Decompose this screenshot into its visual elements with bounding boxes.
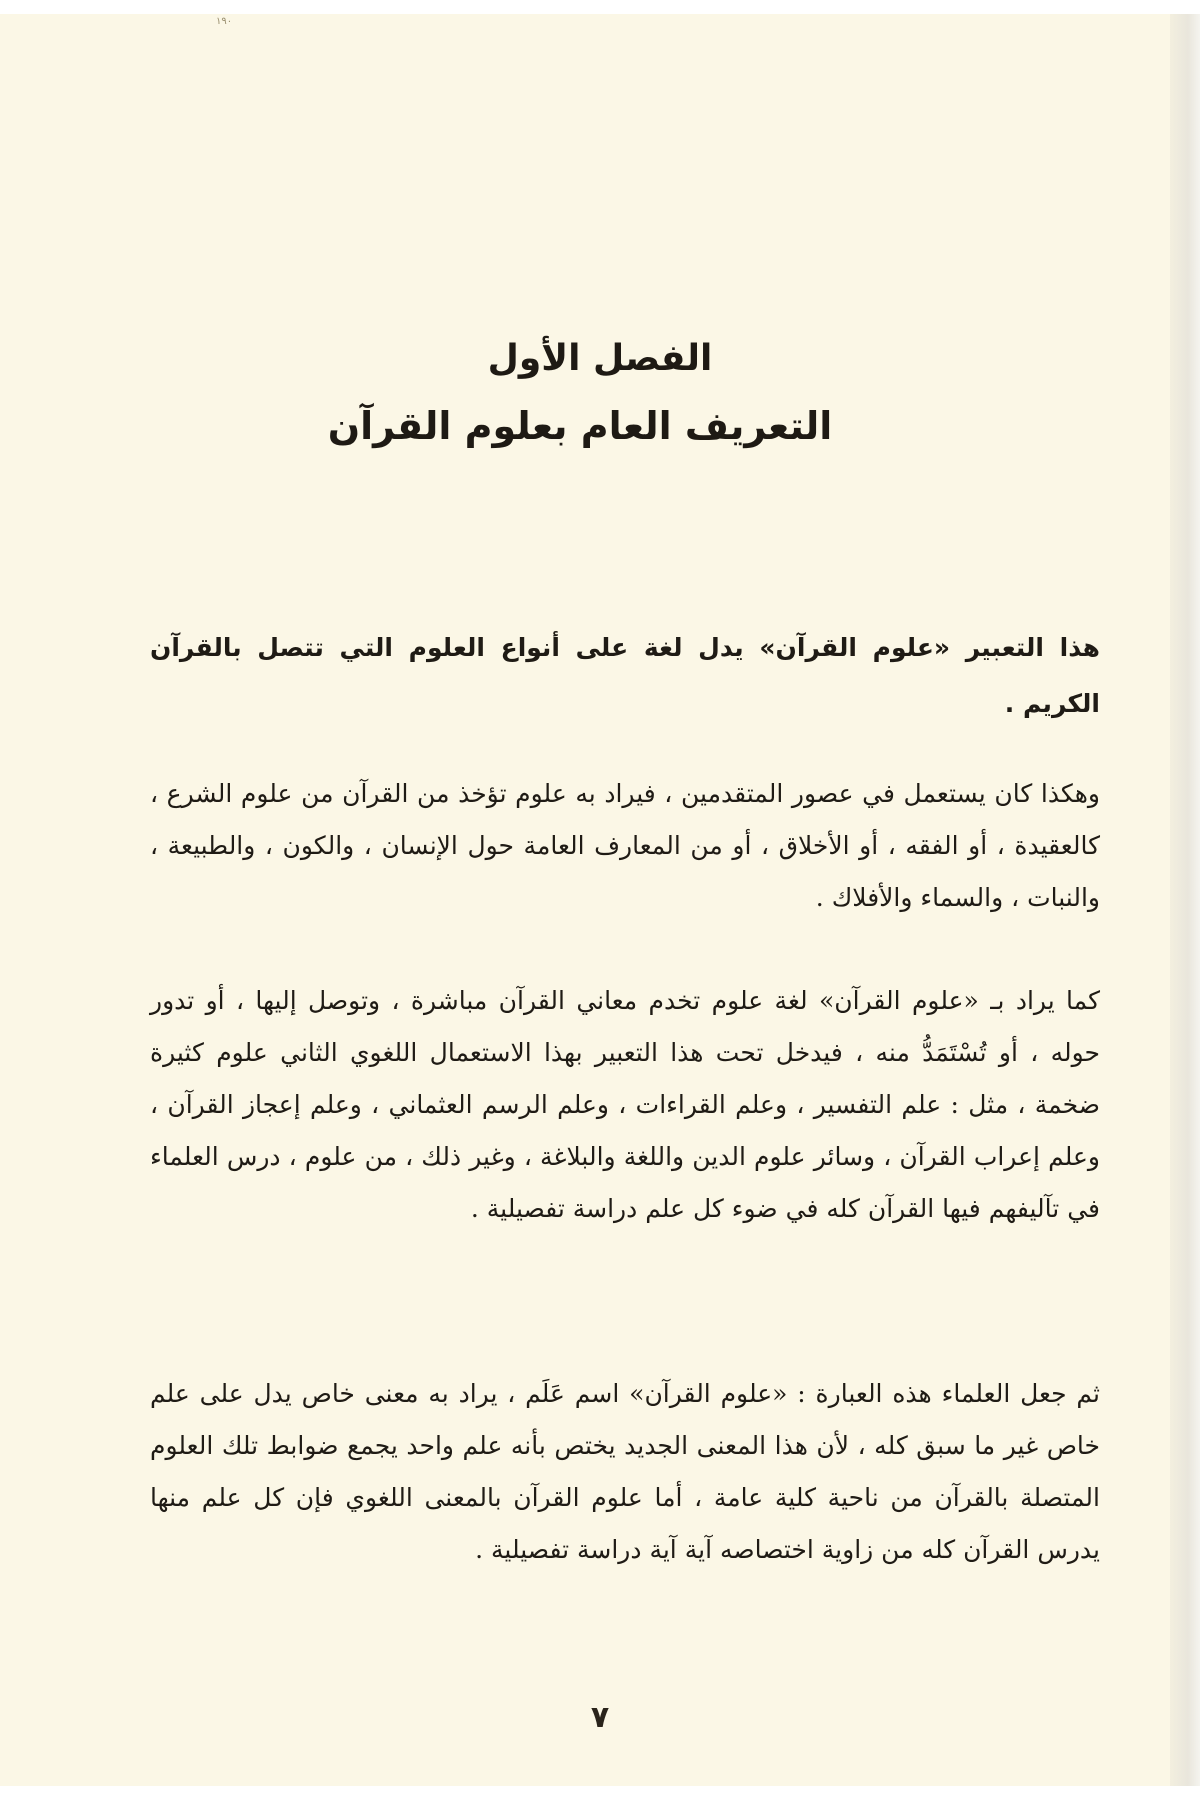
paragraph-definition: هذا التعبير «علوم القرآن» يدل لغة على أنواع العلوم التي تتصل بالقرآن الكريم . bbox=[150, 633, 1100, 718]
paragraph-linguistic-usage: كما يراد بـ «علوم القرآن» لغة علوم تخدم معاني القرآن مباشرة ، وتوصل إليها ، أو تدور حوله ، أو تُسْتَمَدُّ منه ، فيدخل تحت هذا التعبير بهذا الاستعمال اللغوي الثاني علوم كثيرة ضخمة ، مثل : علم التفسير ، وعلم القراءات ، وعلم الرسم العثماني ، وعلم إعجاز القرآن ، وعلم إعراب القرآن ، وسائر علوم الدين واللغة والبلاغة ، وغير ذلك ، من علوم ، درس العلماء في تآليفهم فيها القرآن كله في ضوء كل علم دراسة تفصيلية . bbox=[150, 986, 1100, 1223]
page-binding-edge bbox=[1170, 14, 1200, 1786]
paragraph-early-usage: وهكذا كان يستعمل في عصور المتقدمين ، فيراد به علوم تؤخذ من القرآن من علوم الشرع ، كالعقيدة ، أو الفقه ، أو الأخلاق ، أو من المعارف العامة حول الإنسان ، والكون ، والطبيعة ، والنبات ، والسماء والأفلاك . bbox=[150, 779, 1100, 912]
chapter-number: الفصل الأول bbox=[487, 338, 713, 379]
chapter-title: التعريف العام بعلوم القرآن bbox=[327, 404, 833, 448]
header-mark: ١٩٠ bbox=[216, 16, 233, 27]
paragraph-technical-meaning: ثم جعل العلماء هذه العبارة : «علوم القرآن» اسم عَلَم ، يراد به معنى خاص يدل على علم خاص غير ما سبق كله ، لأن هذا المعنى الجديد يختص بأنه علم واحد يجمع ضوابط تلك العلوم المتصلة بالقرآن من ناحية كلية عامة ، أما علوم القرآن بالمعنى اللغوي فإن كل علم منها يدرس القرآن كله من زاوية اختصاصه آية آية دراسة تفصيلية . bbox=[150, 1379, 1100, 1564]
page-number: ٧ bbox=[590, 1700, 610, 1735]
